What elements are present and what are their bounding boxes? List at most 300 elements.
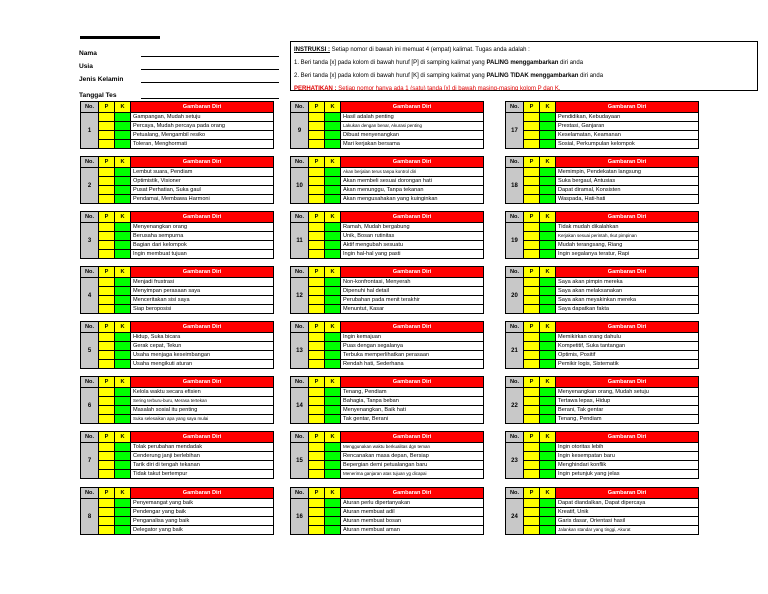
statement-text: Menyenangkan, Baik hati xyxy=(343,407,406,413)
k-checkbox[interactable] xyxy=(325,250,341,258)
group-body xyxy=(291,167,483,203)
k-checkbox[interactable] xyxy=(115,461,131,469)
p-checkbox[interactable] xyxy=(99,397,115,405)
p-checkbox[interactable] xyxy=(524,177,540,185)
statement-row xyxy=(524,305,698,313)
statement-row xyxy=(309,168,483,177)
p-checkbox[interactable] xyxy=(524,131,540,139)
p-checkbox[interactable] xyxy=(309,333,325,341)
k-checkbox[interactable] xyxy=(540,415,556,423)
header-no: No. xyxy=(506,267,524,277)
k-checkbox[interactable] xyxy=(115,508,131,516)
p-checkbox[interactable] xyxy=(524,443,540,451)
statement-text: Dibuat menyenangkan xyxy=(343,132,399,138)
k-checkbox[interactable] xyxy=(115,287,131,295)
p-checkbox[interactable] xyxy=(309,443,325,451)
header-description: Gambaran Diri xyxy=(556,322,698,332)
p-checkbox[interactable] xyxy=(99,195,115,203)
statement-row xyxy=(309,232,483,241)
p-checkbox[interactable] xyxy=(99,499,115,507)
p-checkbox[interactable] xyxy=(99,333,115,341)
k-checkbox[interactable] xyxy=(540,333,556,341)
p-checkbox[interactable] xyxy=(99,526,115,534)
k-checkbox[interactable] xyxy=(115,333,131,341)
p-checkbox[interactable] xyxy=(99,131,115,139)
k-checkbox[interactable] xyxy=(540,241,556,249)
header-p: P xyxy=(309,212,325,222)
header-p: P xyxy=(524,157,540,167)
p-checkbox[interactable] xyxy=(309,186,325,194)
statement-text: Memimpin, Pendekatan langsung xyxy=(558,169,642,175)
k-checkbox[interactable] xyxy=(540,168,556,176)
p-checkbox[interactable] xyxy=(524,296,540,304)
k-checkbox[interactable] xyxy=(540,278,556,286)
p-checkbox[interactable] xyxy=(524,140,540,148)
statement-text: Petualang, Mengambil resiko xyxy=(133,132,206,138)
k-checkbox[interactable] xyxy=(540,195,556,203)
statement-row xyxy=(99,351,273,360)
p-checkbox[interactable] xyxy=(99,517,115,525)
p-checkbox[interactable] xyxy=(524,388,540,396)
header-k: K xyxy=(325,212,341,222)
p-checkbox[interactable] xyxy=(309,406,325,414)
k-checkbox[interactable] xyxy=(325,443,341,451)
k-checkbox[interactable] xyxy=(325,499,341,507)
p-checkbox[interactable] xyxy=(309,131,325,139)
header-no: No. xyxy=(506,432,524,442)
test-date-field[interactable] xyxy=(141,88,279,99)
k-checkbox[interactable] xyxy=(115,360,131,368)
statement-list xyxy=(524,388,698,423)
k-checkbox[interactable] xyxy=(325,305,341,313)
statement-text: Puas dengan segalanya xyxy=(343,343,404,349)
p-checkbox[interactable] xyxy=(99,223,115,231)
p-checkbox[interactable] xyxy=(309,195,325,203)
statement-text: Keselamatan, Keamanan xyxy=(558,132,621,138)
p-checkbox[interactable] xyxy=(309,508,325,516)
p-checkbox[interactable] xyxy=(99,278,115,286)
k-checkbox[interactable] xyxy=(325,415,341,423)
statement-row xyxy=(309,305,483,313)
p-checkbox[interactable] xyxy=(524,461,540,469)
k-checkbox[interactable] xyxy=(540,397,556,405)
statement-row xyxy=(524,388,698,397)
p-checkbox[interactable] xyxy=(524,122,540,130)
p-checkbox[interactable] xyxy=(524,168,540,176)
k-checkbox[interactable] xyxy=(325,186,341,194)
k-checkbox[interactable] xyxy=(540,526,556,534)
p-checkbox[interactable] xyxy=(99,287,115,295)
p-checkbox[interactable] xyxy=(309,397,325,405)
p-checkbox[interactable] xyxy=(309,526,325,534)
k-checkbox[interactable] xyxy=(115,526,131,534)
header-k: K xyxy=(325,377,341,387)
group-number: 14 xyxy=(291,388,309,423)
k-checkbox[interactable] xyxy=(115,241,131,249)
statement-text: Siap beroposisi xyxy=(133,306,172,312)
statement-row xyxy=(524,342,698,351)
p-checkbox[interactable] xyxy=(524,470,540,478)
p-checkbox[interactable] xyxy=(309,168,325,176)
statement-row xyxy=(309,415,483,423)
p-checkbox[interactable] xyxy=(309,305,325,313)
statement-text: Pusat Perhatian, Suka gaul xyxy=(133,187,201,193)
p-checkbox[interactable] xyxy=(524,406,540,414)
p-checkbox[interactable] xyxy=(99,168,115,176)
p-checkbox[interactable] xyxy=(524,186,540,194)
question-group-21 xyxy=(505,321,699,369)
k-checkbox[interactable] xyxy=(325,470,341,478)
statement-list xyxy=(524,168,698,203)
p-checkbox[interactable] xyxy=(99,508,115,516)
p-checkbox[interactable] xyxy=(309,241,325,249)
k-checkbox[interactable] xyxy=(115,122,131,130)
k-checkbox[interactable] xyxy=(540,305,556,313)
statement-text: Aturan membuat bosan xyxy=(343,518,402,524)
k-checkbox[interactable] xyxy=(115,342,131,350)
age-field[interactable] xyxy=(141,59,279,70)
k-checkbox[interactable] xyxy=(540,406,556,414)
p-checkbox[interactable] xyxy=(99,351,115,359)
k-checkbox[interactable] xyxy=(115,415,131,423)
statement-text: Akan mengusahakan yang kuinginkan xyxy=(343,196,438,202)
p-checkbox[interactable] xyxy=(524,415,540,423)
p-checkbox[interactable] xyxy=(309,140,325,148)
statement-list xyxy=(309,499,483,534)
k-checkbox[interactable] xyxy=(115,517,131,525)
k-checkbox[interactable] xyxy=(115,351,131,359)
group-number: 7 xyxy=(81,443,99,478)
k-checkbox[interactable] xyxy=(540,499,556,507)
k-checkbox[interactable] xyxy=(115,113,131,121)
statement-row xyxy=(309,333,483,342)
p-checkbox[interactable] xyxy=(309,342,325,350)
p-checkbox[interactable] xyxy=(309,122,325,130)
k-checkbox[interactable] xyxy=(325,508,341,516)
p-checkbox[interactable] xyxy=(309,250,325,258)
statement-row xyxy=(309,342,483,351)
p-checkbox[interactable] xyxy=(524,232,540,240)
statement-text: Perubahan pada menit terakhir xyxy=(343,297,420,303)
header-no: No. xyxy=(291,267,309,277)
statement-row xyxy=(309,517,483,526)
k-checkbox[interactable] xyxy=(325,397,341,405)
k-checkbox[interactable] xyxy=(115,168,131,176)
statement-text: Menjadi frustrasi xyxy=(133,279,175,285)
statement-text: Akan menunggu, Tanpa tekanan xyxy=(343,187,424,193)
p-checkbox[interactable] xyxy=(99,342,115,350)
k-checkbox[interactable] xyxy=(540,508,556,516)
group-body xyxy=(291,222,483,258)
group-header xyxy=(81,322,273,332)
statement-row xyxy=(309,452,483,461)
k-checkbox[interactable] xyxy=(540,140,556,148)
group-number: 13 xyxy=(291,333,309,368)
group-header xyxy=(291,488,483,498)
group-header xyxy=(506,432,698,442)
k-checkbox[interactable] xyxy=(540,113,556,121)
p-checkbox[interactable] xyxy=(524,195,540,203)
k-checkbox[interactable] xyxy=(115,140,131,148)
statement-text: Prestasi, Ganjaran xyxy=(558,123,605,129)
p-checkbox[interactable] xyxy=(524,351,540,359)
p-checkbox[interactable] xyxy=(99,461,115,469)
k-checkbox[interactable] xyxy=(325,452,341,460)
statement-list xyxy=(99,223,273,258)
k-checkbox[interactable] xyxy=(115,131,131,139)
statement-row xyxy=(99,177,273,186)
p-checkbox[interactable] xyxy=(309,278,325,286)
header-p: P xyxy=(99,212,115,222)
k-checkbox[interactable] xyxy=(540,517,556,525)
p-checkbox[interactable] xyxy=(309,177,325,185)
k-checkbox[interactable] xyxy=(325,122,341,130)
p-checkbox[interactable] xyxy=(524,278,540,286)
k-checkbox[interactable] xyxy=(325,241,341,249)
p-checkbox[interactable] xyxy=(524,526,540,534)
header-description: Gambaran Diri xyxy=(341,102,483,112)
p-checkbox[interactable] xyxy=(99,415,115,423)
statement-text: Gerak cepat, Tekun xyxy=(133,343,182,349)
notice-heading: PERHATIKAN : xyxy=(294,86,337,91)
header-p: P xyxy=(524,102,540,112)
k-checkbox[interactable] xyxy=(115,397,131,405)
p-checkbox[interactable] xyxy=(524,333,540,341)
k-checkbox[interactable] xyxy=(115,443,131,451)
p-checkbox[interactable] xyxy=(99,113,115,121)
statement-row xyxy=(99,526,273,534)
k-checkbox[interactable] xyxy=(325,333,341,341)
statement-row xyxy=(309,195,483,203)
k-checkbox[interactable] xyxy=(325,278,341,286)
header-description: Gambaran Diri xyxy=(131,267,273,277)
statement-row xyxy=(309,177,483,186)
k-checkbox[interactable] xyxy=(115,406,131,414)
p-checkbox[interactable] xyxy=(99,296,115,304)
k-checkbox[interactable] xyxy=(115,195,131,203)
p-checkbox[interactable] xyxy=(309,517,325,525)
k-checkbox[interactable] xyxy=(325,526,341,534)
k-checkbox[interactable] xyxy=(115,223,131,231)
statement-text: Optimis, Positif xyxy=(558,352,596,358)
statement-text: Ingin petunjuk yang jelas xyxy=(558,471,620,477)
k-checkbox[interactable] xyxy=(325,517,341,525)
p-checkbox[interactable] xyxy=(309,499,325,507)
p-checkbox[interactable] xyxy=(99,470,115,478)
question-group-20 xyxy=(505,266,699,314)
statement-row xyxy=(309,499,483,508)
k-checkbox[interactable] xyxy=(540,250,556,258)
question-group-8 xyxy=(80,487,274,535)
p-checkbox[interactable] xyxy=(524,499,540,507)
k-checkbox[interactable] xyxy=(540,287,556,295)
p-checkbox[interactable] xyxy=(99,360,115,368)
k-checkbox[interactable] xyxy=(115,232,131,240)
k-checkbox[interactable] xyxy=(540,223,556,231)
statement-text: Kompetitif, Suka tantangan xyxy=(558,343,626,349)
question-group-17 xyxy=(505,101,699,149)
p-checkbox[interactable] xyxy=(99,232,115,240)
statement-list xyxy=(309,443,483,478)
k-checkbox[interactable] xyxy=(325,342,341,350)
k-checkbox[interactable] xyxy=(325,177,341,185)
statement-text: Saya akan meyakinkan mereka xyxy=(558,297,637,303)
k-checkbox[interactable] xyxy=(540,470,556,478)
k-checkbox[interactable] xyxy=(115,177,131,185)
question-group-15 xyxy=(290,431,484,479)
k-checkbox[interactable] xyxy=(115,470,131,478)
p-checkbox[interactable] xyxy=(309,360,325,368)
k-checkbox[interactable] xyxy=(325,360,341,368)
k-checkbox[interactable] xyxy=(540,351,556,359)
instruction-3-emphasis: PALING TIDAK menggambarkan xyxy=(486,73,579,79)
p-checkbox[interactable] xyxy=(309,470,325,478)
p-checkbox[interactable] xyxy=(309,223,325,231)
k-checkbox[interactable] xyxy=(540,186,556,194)
p-checkbox[interactable] xyxy=(99,443,115,451)
statement-list xyxy=(99,278,273,313)
group-number: 3 xyxy=(81,223,99,258)
p-checkbox[interactable] xyxy=(524,241,540,249)
k-checkbox[interactable] xyxy=(325,461,341,469)
statement-text: Aktif mengubah sesuatu xyxy=(343,242,404,248)
p-checkbox[interactable] xyxy=(309,388,325,396)
p-checkbox[interactable] xyxy=(99,241,115,249)
k-checkbox[interactable] xyxy=(540,388,556,396)
statement-text: Terbuka memperlihatkan perasaan xyxy=(343,352,430,358)
statement-text: Tidak takut bertempur xyxy=(133,471,188,477)
k-checkbox[interactable] xyxy=(325,140,341,148)
k-checkbox[interactable] xyxy=(540,461,556,469)
statement-text: Tarik diri di tengah tekanan xyxy=(133,462,200,468)
question-group-4 xyxy=(80,266,274,314)
k-checkbox[interactable] xyxy=(115,499,131,507)
p-checkbox[interactable] xyxy=(99,406,115,414)
p-checkbox[interactable] xyxy=(309,232,325,240)
statement-row xyxy=(524,406,698,415)
statement-list xyxy=(309,223,483,258)
group-number: 2 xyxy=(81,168,99,203)
p-checkbox[interactable] xyxy=(309,452,325,460)
k-checkbox[interactable] xyxy=(325,296,341,304)
group-number: 9 xyxy=(291,113,309,148)
k-checkbox[interactable] xyxy=(540,122,556,130)
p-checkbox[interactable] xyxy=(99,305,115,313)
question-group-22 xyxy=(505,376,699,424)
k-checkbox[interactable] xyxy=(540,342,556,350)
p-checkbox[interactable] xyxy=(309,113,325,121)
header-k: K xyxy=(325,157,341,167)
p-checkbox[interactable] xyxy=(524,113,540,121)
k-checkbox[interactable] xyxy=(325,287,341,295)
k-checkbox[interactable] xyxy=(540,443,556,451)
header-description: Gambaran Diri xyxy=(131,377,273,387)
group-body xyxy=(81,498,273,534)
test-date-label: Tanggal Tes xyxy=(79,92,117,99)
p-checkbox[interactable] xyxy=(524,250,540,258)
header-no: No. xyxy=(81,377,99,387)
p-checkbox[interactable] xyxy=(524,397,540,405)
k-checkbox[interactable] xyxy=(325,131,341,139)
k-checkbox[interactable] xyxy=(115,305,131,313)
k-checkbox[interactable] xyxy=(325,195,341,203)
p-checkbox[interactable] xyxy=(309,296,325,304)
p-checkbox[interactable] xyxy=(99,186,115,194)
age-label: Usia xyxy=(79,63,93,70)
gender-field[interactable] xyxy=(141,72,279,83)
header-p: P xyxy=(99,267,115,277)
k-checkbox[interactable] xyxy=(540,452,556,460)
statement-list xyxy=(524,113,698,148)
p-checkbox[interactable] xyxy=(524,223,540,231)
p-checkbox[interactable] xyxy=(524,305,540,313)
k-checkbox[interactable] xyxy=(115,452,131,460)
k-checkbox[interactable] xyxy=(325,232,341,240)
statement-text: Rencanakan masa depan, Bersiap xyxy=(343,453,429,459)
p-checkbox[interactable] xyxy=(99,140,115,148)
group-number: 20 xyxy=(506,278,524,313)
p-checkbox[interactable] xyxy=(524,452,540,460)
p-checkbox[interactable] xyxy=(309,461,325,469)
k-checkbox[interactable] xyxy=(540,177,556,185)
k-checkbox[interactable] xyxy=(540,232,556,240)
k-checkbox[interactable] xyxy=(325,223,341,231)
header-k: K xyxy=(115,267,131,277)
k-checkbox[interactable] xyxy=(540,360,556,368)
statement-row xyxy=(99,131,273,140)
statement-text: Ingin kemajuan xyxy=(343,334,381,340)
statement-text: Delegator yang baik xyxy=(133,527,183,533)
k-checkbox[interactable] xyxy=(325,113,341,121)
name-field[interactable] xyxy=(141,46,279,57)
k-checkbox[interactable] xyxy=(115,388,131,396)
k-checkbox[interactable] xyxy=(115,186,131,194)
statement-row xyxy=(524,333,698,342)
p-checkbox[interactable] xyxy=(99,177,115,185)
p-checkbox[interactable] xyxy=(99,452,115,460)
p-checkbox[interactable] xyxy=(309,351,325,359)
k-checkbox[interactable] xyxy=(325,351,341,359)
k-checkbox[interactable] xyxy=(325,406,341,414)
k-checkbox[interactable] xyxy=(325,168,341,176)
p-checkbox[interactable] xyxy=(99,122,115,130)
header-p: P xyxy=(309,157,325,167)
k-checkbox[interactable] xyxy=(540,296,556,304)
k-checkbox[interactable] xyxy=(115,278,131,286)
k-checkbox[interactable] xyxy=(115,296,131,304)
k-checkbox[interactable] xyxy=(325,388,341,396)
p-checkbox[interactable] xyxy=(99,250,115,258)
k-checkbox[interactable] xyxy=(540,131,556,139)
group-body xyxy=(81,112,273,148)
statement-text: Bepergian demi petualangan baru xyxy=(343,462,428,468)
statement-row xyxy=(524,122,698,131)
statement-row xyxy=(309,122,483,131)
p-checkbox[interactable] xyxy=(524,287,540,295)
p-checkbox[interactable] xyxy=(309,287,325,295)
statement-text: Lembut suara, Pendiam xyxy=(133,169,193,175)
k-checkbox[interactable] xyxy=(115,250,131,258)
p-checkbox[interactable] xyxy=(524,508,540,516)
question-group-16 xyxy=(290,487,484,535)
statement-row xyxy=(524,250,698,258)
p-checkbox[interactable] xyxy=(99,388,115,396)
p-checkbox[interactable] xyxy=(524,342,540,350)
p-checkbox[interactable] xyxy=(524,360,540,368)
question-group-9 xyxy=(290,101,484,149)
p-checkbox[interactable] xyxy=(524,517,540,525)
p-checkbox[interactable] xyxy=(309,415,325,423)
